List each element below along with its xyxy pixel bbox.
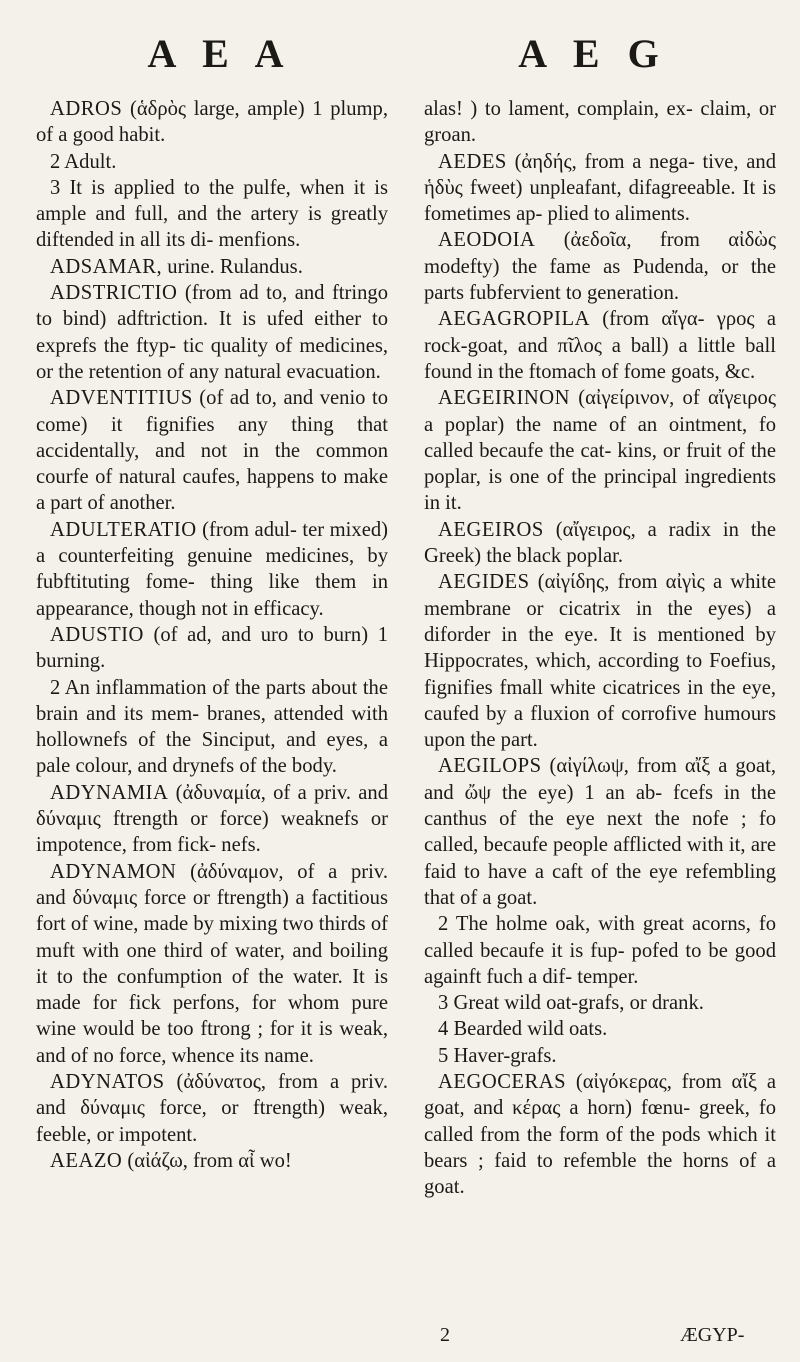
dictionary-entry [36, 859, 388, 1069]
catchword: ÆGYP- [680, 1324, 745, 1346]
entry-headword: AEAZO [50, 1149, 123, 1172]
entry-text: (from αἴγα- γρος a rock-goat, and πῖλος a ball) a little ball found in the ftomach of fome goats, &c. [424, 308, 776, 383]
dictionary-entry [36, 780, 388, 859]
entry-sense [424, 1043, 776, 1069]
entry-text: (αἰγόκερας, from αἴξ a goat, and κέρας a horn) fœnu- greek, fo called from the form of the pods which it bears ; faid to refemble the horns of a goat. [424, 1070, 776, 1199]
dictionary-entry [36, 96, 388, 149]
entry-headword: AEGEIRINON [438, 387, 570, 410]
entry-text: 3 It is applied to the pulfe, when it is ample and full, and the artery is greatly diftended in all its di- menfions. [36, 176, 388, 252]
dictionary-entry [424, 385, 776, 516]
dictionary-entry [36, 1069, 388, 1148]
page-footer [0, 1324, 800, 1354]
dictionary-entry [424, 306, 776, 385]
entry-sense [36, 149, 388, 175]
entry-sense [36, 675, 388, 780]
page-header [0, 30, 800, 80]
entry-sense [424, 1016, 776, 1042]
entry-text: 2 An inflammation of the parts about the brain and its mem- branes, attended with hollownefs of the Sinciput, and eyes, a pale colour, and drynefs of the body. [36, 676, 388, 778]
entry-headword: AEGIDES [438, 571, 530, 594]
left-column [36, 96, 388, 1174]
right-running-head: A E G [518, 31, 668, 76]
entry-headword: ADYNAMIA [50, 781, 169, 804]
entry-text: (of ad, and uro to burn) 1 burning. [36, 623, 388, 673]
dictionary-entry [424, 753, 776, 911]
dictionary-entry [424, 1069, 776, 1200]
dictionary-entry [36, 254, 388, 280]
entry-text: 2 The holme oak, with great acorns, fo called becaufe it is fup- pofed to be good againft fuch a dif- temper. [424, 913, 776, 988]
entry-text: (ἀηδής, from a nega- tive, and ἡδὺς fweet) unpleafant, difagreeable. It is fometimes ap- plied to aliments. [424, 150, 776, 226]
dictionary-entry [36, 385, 388, 516]
dictionary-entry [424, 569, 776, 753]
entry-headword: ADYNATOS [50, 1070, 165, 1093]
entry-sense [36, 175, 388, 254]
entry-text: urine. Rulandus. [162, 255, 303, 278]
signature-mark: 2 [440, 1324, 450, 1346]
entry-text: (αἰάζω, from αἶ wo! [122, 1149, 292, 1172]
entry-text: (from ad to, and ftringo to bind) adftriction. It is ufed either to exprefs the ftyp- tic quality of medicines, or the retention of any natural evacuation. [36, 282, 388, 383]
left-running-head: A E A [147, 31, 293, 76]
entry-headword: AEODOIA [438, 229, 536, 252]
entry-text: 2 Adult. [50, 150, 117, 173]
entry-text: (ἀδύνατος, from a priv. and δύναμις force, or ftrength) weak, feeble, or impotent. [36, 1070, 388, 1146]
entry-text: (of ad to, and venio to come) it fignifies any thing that accidentally, and not in the common courfe of natural caufes, happens to make a part of another. [36, 387, 388, 515]
entry-sense [424, 96, 776, 149]
entry-text: (ἁδρὸς large, ample) 1 plump, of a good habit. [36, 98, 388, 147]
entry-headword: ADROS [50, 98, 123, 120]
entry-headword: AEGEIROS [438, 518, 544, 541]
entry-text: (αἰγίδης, from αἰγὶς a white membrane or cicatrix in the eyes) a diforder in the eye. It is mentioned by Hippocrates, which, according to Foefius, fignifies fmall white cicatrices in the eye, caufed by a fluxion of corrofive humours upon the part. [424, 571, 776, 752]
entry-headword: ADSAMAR, [50, 255, 163, 278]
dictionary-entry [36, 280, 388, 385]
dictionary-entry [36, 622, 388, 675]
entry-headword: AEGILOPS [438, 755, 542, 778]
entry-text: (ἀδύναμον, of a priv. and δύναμις force or ftrength) a factitious fort of wine, made by mixing two thirds of muft with one third of water, and boiling it to the confumption of the water. It is made for fick perfons, for whom pure wine would be too ftrong ; for it is weak, and of no force, whence its name. [36, 860, 388, 1067]
entry-text: (from adul- ter mixed) a counterfeiting genuine medicines, by fubftituting fome- thing like them in appearance, though not in efficacy. [36, 518, 388, 620]
entry-sense [424, 911, 776, 990]
entry-headword: ADVENTITIUS [50, 387, 193, 410]
entry-headword: ADULTERATIO [50, 518, 197, 541]
entry-text: 4 Bearded wild oats. [438, 1018, 608, 1041]
entry-text: alas! ) to lament, complain, ex- claim, or groan. [424, 98, 776, 147]
entry-headword: AEDES [438, 150, 507, 173]
entry-text: 5 Haver-grafs. [438, 1044, 557, 1067]
entry-text: (αἴγειρος, a radix in the Greek) the black poplar. [424, 518, 776, 568]
dictionary-entry [424, 517, 776, 570]
entry-sense [424, 990, 776, 1016]
entry-headword: AEGOCERAS [438, 1070, 567, 1093]
dictionary-entry [424, 227, 776, 306]
entry-headword: ADYNAMON [50, 860, 177, 883]
entry-text: (ἀεδοῖα, from αἰδὼς modefty) the fame as Pudenda, or the parts fubfervient to generation. [424, 229, 776, 305]
entry-text: (ἀδυναμία, of a priv. and δύναμις ftrength or force) weaknefs or impotence, from fick- nefs. [36, 781, 388, 857]
dictionary-entry [36, 517, 388, 622]
entry-text: (αἰγείρινον, of αἴγειρος a poplar) the name of an ointment, fo called becaufe the cat- kins, or fruit of the poplar, is one of the principal ingredients in it. [424, 387, 776, 515]
entry-headword: AEGAGROPILA [438, 308, 590, 331]
dictionary-entry [36, 1148, 388, 1174]
right-column [424, 96, 776, 1200]
entry-headword: ADUSTIO [50, 623, 144, 646]
dictionary-entry [424, 149, 776, 228]
entry-text: (αἰγίλωψ, from αἴξ a goat, and ὤψ the eye) 1 an ab- fcefs in the canthus of the eye next the nofe ; fo called, becaufe people afflicted with it, are faid to have a caft of the eye refembling that of a goat. [424, 755, 776, 909]
entry-headword: ADSTRICTIO [50, 282, 178, 305]
entry-text: 3 Great wild oat-grafs, or drank. [438, 992, 704, 1015]
